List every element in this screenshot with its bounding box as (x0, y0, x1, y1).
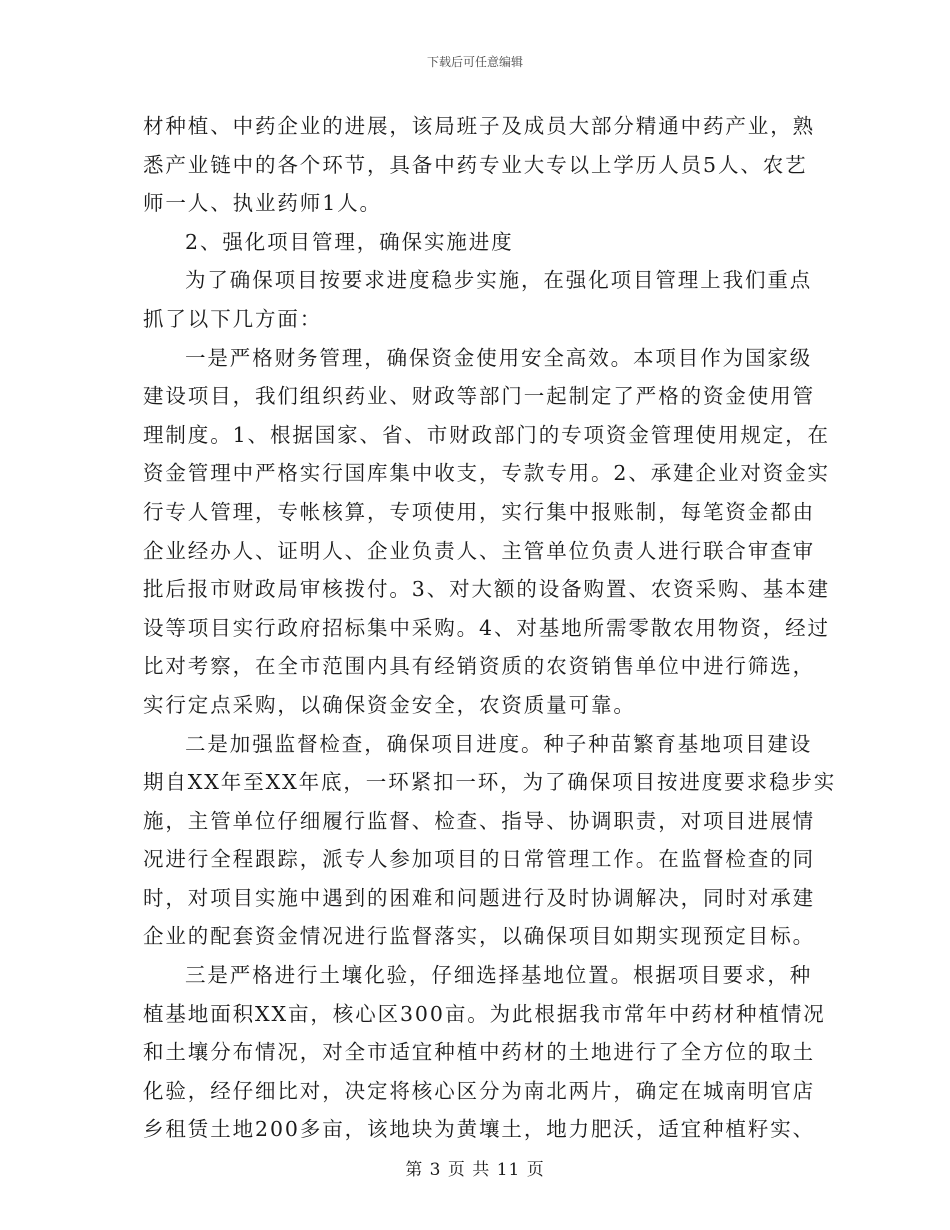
text-line: 施，主管单位仔细履行监督、检查、指导、协调职责，对项目进展情 (143, 808, 815, 833)
text-line: 资金管理中严格实行国库集中收支，专款专用。2、承建企业对资金实 (143, 461, 830, 486)
text-line: 三是严格进行土壤化验，仔细选择基地位置。根据项目要求，种 (185, 963, 813, 988)
page-header: 下载后可任意编辑 (426, 55, 523, 69)
text-line: 材种植、中药企业的进展，该局班子及成员大部分精通中药产业，熟 (143, 114, 815, 138)
text-line: 悉产业链中的各个环节，具备中药专业大专以上学历人员5人、农艺 (143, 152, 808, 177)
text-line: 师一人、执业药师1人。 (143, 191, 382, 216)
text-line: 一是严格财务管理，确保资金使用安全高效。本项目作为国家级 (185, 345, 813, 370)
text-line: 和土壤分布情况，对全市适宜种植中药材的土地进行了全方位的取土 (143, 1040, 815, 1065)
text-line: 企业经办人、证明人、企业负责人、主管单位负责人进行联合审查审 (143, 538, 815, 563)
text-line: 二是加强监督检查，确保项目进度。种子种苗繁育基地项目建设 (185, 731, 813, 756)
text-line: 理制度。1、根据国家、省、市财政部门的专项资金管理使用规定，在 (143, 422, 830, 447)
text-line: 设等项目实行政府招标集中采购。4、对基地所需零散农用物资，经过 (143, 615, 830, 640)
text-line: 期自XX年至XX年底，一环紧扣一环，为了确保项目按进度要求稳步实 (143, 770, 837, 795)
page-footer: 第 3 页 共 11 页 (405, 1160, 545, 1180)
text-line: 2、强化项目管理，确保实施进度 (185, 229, 514, 254)
text-line: 行专人管理，专帐核算，专项使用，实行集中报账制，每笔资金都由 (143, 499, 815, 524)
document-body (143, 107, 837, 1149)
text-line: 抓了以下几方面： (143, 306, 323, 331)
text-line: 植基地面积XX亩，核心区300亩。为此根据我市常年中药材种植情况 (143, 1001, 826, 1026)
text-line: 比对考察，在全市范围内具有经销资质的农资销售单位中进行筛选， (143, 654, 815, 679)
text-line: 为了确保项目按要求进度稳步实施，在强化项目管理上我们重点 (185, 268, 813, 293)
text-line: 建设项目，我们组织药业、财政等部门一起制定了严格的资金使用管 (143, 384, 815, 409)
text-line: 时，对项目实施中遇到的困难和问题进行及时协调解决，同时对承建 (143, 885, 815, 910)
text-line: 企业的配套资金情况进行监督落实，以确保项目如期实现预定目标。 (143, 924, 815, 949)
text-line: 批后报市财政局审核拨付。3、对大额的设备购置、农资采购、基本建 (143, 577, 830, 602)
text-line: 化验，经仔细比对，决定将核心区分为南北两片，确定在城南明官店 (143, 1078, 815, 1103)
text-line: 况进行全程跟踪，派专人参加项目的日常管理工作。在监督检查的同 (143, 847, 815, 872)
text-line: 乡租赁土地200多亩，该地块为黄壤土，地力肥沃，适宜种植籽实、 (143, 1117, 816, 1142)
text-line: 实行定点采购，以确保资金安全，农资质量可靠。 (143, 692, 636, 717)
